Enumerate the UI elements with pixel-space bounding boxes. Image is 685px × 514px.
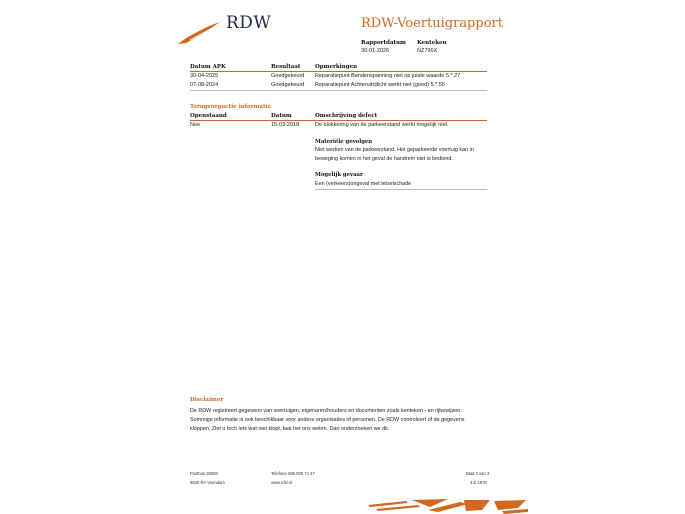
apk-row-2-opmerkingen: Reparatiepunt Achteruitrijlicht werkt niet (goed) 5.*.55 bbox=[315, 82, 445, 88]
rdw-wing-logo-icon bbox=[176, 20, 222, 46]
gevaar-text: Een (verkeers)ongeval met letselschade bbox=[315, 181, 412, 187]
apk-row-1-datum: 30-04-2025 bbox=[190, 73, 219, 79]
apk-bottom-rule bbox=[190, 90, 487, 91]
recall-openstaand-value: Nee bbox=[190, 122, 201, 128]
gevaar-label: Mogelijk gevaar bbox=[315, 172, 363, 178]
recall-header-datum: Datum bbox=[271, 113, 292, 119]
apk-header-rule bbox=[190, 71, 487, 72]
logo-text: RDW bbox=[226, 13, 272, 33]
apk-header-datum: Datum APK bbox=[190, 64, 226, 70]
apk-header-resultaat: Resultaat bbox=[271, 64, 301, 70]
footer-postbus: Postbus 30000 bbox=[190, 471, 218, 476]
recall-datum-value: 15-03-2018 bbox=[271, 122, 300, 128]
footer-telefoon: Telefoon 088 008 74 47 bbox=[271, 471, 315, 476]
kenteken-label: Kenteken bbox=[417, 40, 447, 46]
recall-header-rule bbox=[190, 120, 487, 121]
recall-bottom-rule bbox=[315, 189, 487, 190]
apk-row-1-opmerkingen: Reparatiepunt Bandenspanning niet op juiste waarde 5.*.27 bbox=[315, 73, 461, 79]
footer-postcode: 9640 RA Veendam bbox=[190, 480, 225, 485]
gevolgen-text-1: Niet werken van de parkeerstand. Het geparkeerde voertuig kan in bbox=[315, 147, 474, 153]
footer-code: 3.E.1978 bbox=[470, 480, 487, 485]
apk-header-opmerkingen: Opmerkingen bbox=[315, 64, 358, 70]
gevolgen-label: Materiële gevolgen bbox=[315, 139, 373, 145]
recall-header-openstaand: Openstaand bbox=[190, 113, 227, 119]
disclaimer-line-1: De RDW registreert gegevens van voertuigen, eigenaren/houders en documenten zoals kenteken - en rijbewijzen. bbox=[190, 408, 462, 414]
apk-row-2-datum: 07-08-2024 bbox=[190, 82, 219, 88]
kenteken-value: NZ796X bbox=[417, 48, 438, 54]
disclaimer-title: Disclaimer bbox=[190, 397, 224, 403]
report-title: RDW-Voertuigrapport bbox=[361, 16, 503, 31]
gevolgen-text-2: beweging komen in het geval de handrem niet is bediend. bbox=[315, 156, 453, 162]
disclaimer-line-2: Sommige informatie is ook beschikbaar voor andere organisaties of personen. De RDW controleert of de gegevens bbox=[190, 417, 465, 423]
recall-omschrijving-value: De blokkering van de parkeerstand werkt mogelijk niet. bbox=[315, 122, 449, 128]
rapportdatum-label: Rapportdatum bbox=[361, 40, 406, 46]
recall-header-omschrijving: Omschrijving defect bbox=[315, 113, 378, 119]
recall-title: Terugroepactie informatie bbox=[190, 104, 272, 110]
footer-blad: Blad 3 van 3 bbox=[466, 471, 490, 476]
rdw-stripes-icon bbox=[368, 498, 528, 514]
footer-website[interactable]: www.rdw.nl bbox=[271, 480, 292, 485]
apk-row-1-resultaat: Goedgekeurd bbox=[271, 73, 305, 79]
apk-row-2-resultaat: Goedgekeurd bbox=[271, 82, 305, 88]
rapportdatum-value: 30-01-2026 bbox=[361, 48, 390, 54]
disclaimer-line-3: kloppen. Ziet u toch iets wat niet klopt, laat het ons weten. Dan onderzoeken we dit. bbox=[190, 426, 390, 432]
